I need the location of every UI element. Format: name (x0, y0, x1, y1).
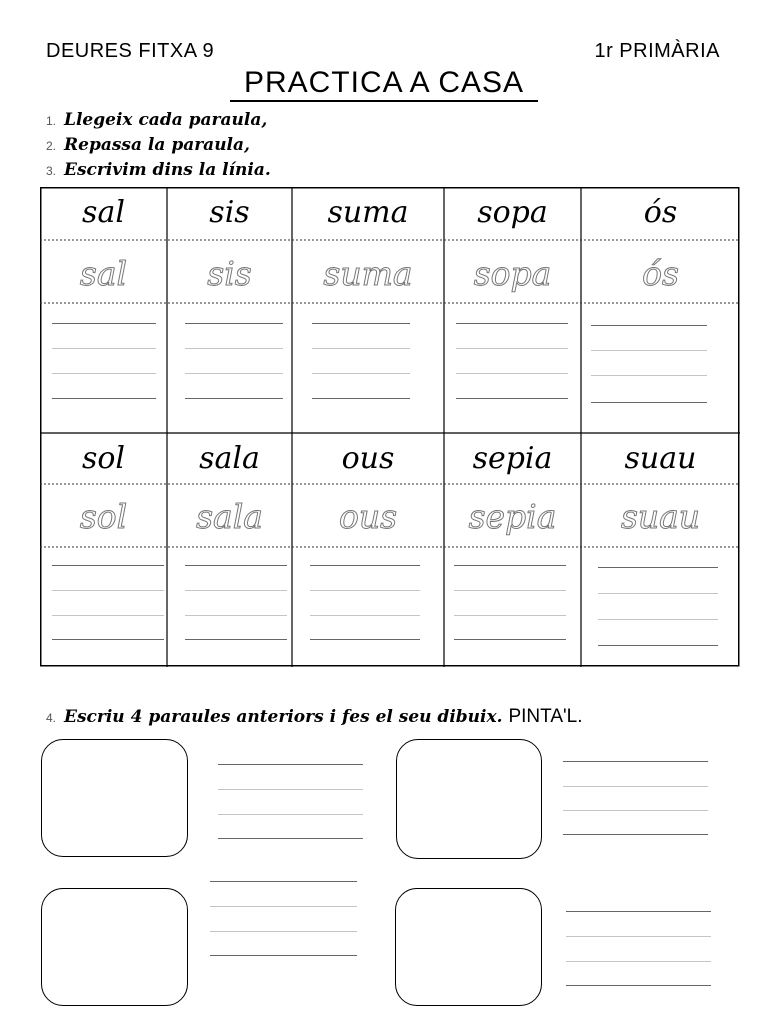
trace-sepia: sepia (468, 497, 557, 536)
writing-line[interactable] (185, 323, 283, 324)
instruction-text: Escriu 4 paraules anteriors i fes el seu dibuix. (64, 707, 503, 727)
instruction-number: 1. (46, 114, 57, 128)
writing-line[interactable] (218, 838, 363, 839)
guide-line (598, 619, 718, 620)
writing-line[interactable] (52, 565, 164, 566)
guide-line (210, 931, 357, 932)
trace-sol: sol (79, 497, 128, 536)
word-suau: suau (624, 441, 697, 476)
writing-line[interactable] (563, 761, 708, 762)
writing-line[interactable] (566, 911, 711, 912)
instruction-3 (46, 160, 271, 180)
guide-line (591, 350, 707, 351)
trace-sopa: sopa (473, 254, 552, 293)
instruction-text: Repassa la paraula, (64, 135, 250, 155)
drawing-box[interactable] (395, 888, 542, 1006)
guide-line (591, 375, 707, 376)
instruction-suffix: PINTA'L. (508, 706, 583, 727)
instruction-number: 3. (46, 164, 57, 178)
trace-suma: suma (323, 254, 413, 293)
trace-sal: sal (79, 254, 128, 293)
guide-line (563, 810, 708, 811)
trace-sala: sala (196, 497, 263, 536)
grade-label: 1r PRIMÀRIA (594, 40, 720, 62)
writing-line[interactable] (185, 398, 283, 399)
guide-line (563, 786, 708, 787)
writing-line[interactable] (210, 955, 357, 956)
writing-line[interactable] (52, 398, 156, 399)
guide-line (454, 615, 566, 616)
writing-line[interactable] (310, 565, 420, 566)
drawing-box[interactable] (396, 739, 542, 859)
guide-line (210, 906, 357, 907)
writing-line[interactable] (310, 639, 420, 640)
word-os: ós (643, 195, 678, 230)
trace-os: ós (642, 254, 679, 293)
word-sopa: sopa (477, 195, 548, 230)
guide-line (566, 936, 711, 937)
guide-line (598, 593, 718, 594)
guide-line (185, 373, 283, 374)
instruction-2 (46, 135, 250, 155)
word-sal: sal (82, 195, 125, 230)
guide-line (312, 348, 410, 349)
writing-line[interactable] (210, 881, 357, 882)
page-title (0, 66, 768, 100)
writing-line[interactable] (591, 325, 707, 326)
word-sepia: sepia (472, 441, 553, 476)
writing-line[interactable] (566, 985, 711, 986)
writing-line[interactable] (456, 398, 568, 399)
writing-line[interactable] (591, 402, 707, 403)
word-suma: suma (327, 195, 409, 230)
guide-line (185, 615, 287, 616)
trace-sis: sis (207, 254, 252, 293)
guide-line (454, 590, 566, 591)
instruction-number: 2. (46, 139, 57, 153)
guide-line (52, 590, 164, 591)
page-title-text: PRACTICA A CASA (230, 66, 538, 102)
writing-line[interactable] (312, 323, 410, 324)
writing-line[interactable] (218, 764, 363, 765)
word-sis: sis (209, 195, 250, 230)
word-sol: sol (81, 441, 126, 476)
guide-line (310, 615, 420, 616)
writing-line[interactable] (454, 639, 566, 640)
writing-line[interactable] (312, 398, 410, 399)
guide-line (456, 348, 568, 349)
writing-line[interactable] (185, 565, 287, 566)
guide-line (52, 348, 156, 349)
guide-line (185, 348, 283, 349)
guide-line (456, 373, 568, 374)
writing-line[interactable] (52, 639, 164, 640)
word-sala: sala (199, 441, 260, 476)
instruction-text: Escrivim dins la línia. (64, 160, 271, 180)
drawing-box[interactable] (41, 739, 188, 857)
guide-line (566, 961, 711, 962)
writing-line[interactable] (52, 323, 156, 324)
guide-line (312, 373, 410, 374)
worksheet-code: DEURES FITXA 9 (46, 40, 215, 62)
instruction-text: Llegeix cada paraula, (64, 110, 268, 130)
writing-line[interactable] (563, 834, 708, 835)
guide-line (218, 814, 363, 815)
trace-ous: ous (338, 497, 398, 536)
trace-suau: suau (620, 497, 701, 536)
instruction-number: 4. (46, 711, 57, 725)
writing-line[interactable] (454, 565, 566, 566)
writing-line[interactable] (598, 567, 718, 568)
guide-line (218, 789, 363, 790)
writing-line[interactable] (456, 323, 568, 324)
writing-line[interactable] (185, 639, 287, 640)
drawing-box[interactable] (41, 888, 188, 1006)
writing-line[interactable] (598, 645, 718, 646)
guide-line (52, 615, 164, 616)
instruction-4 (46, 706, 582, 728)
word-ous: ous (341, 441, 395, 476)
guide-line (185, 590, 287, 591)
guide-line (52, 373, 156, 374)
guide-line (310, 590, 420, 591)
instruction-1 (46, 110, 267, 130)
